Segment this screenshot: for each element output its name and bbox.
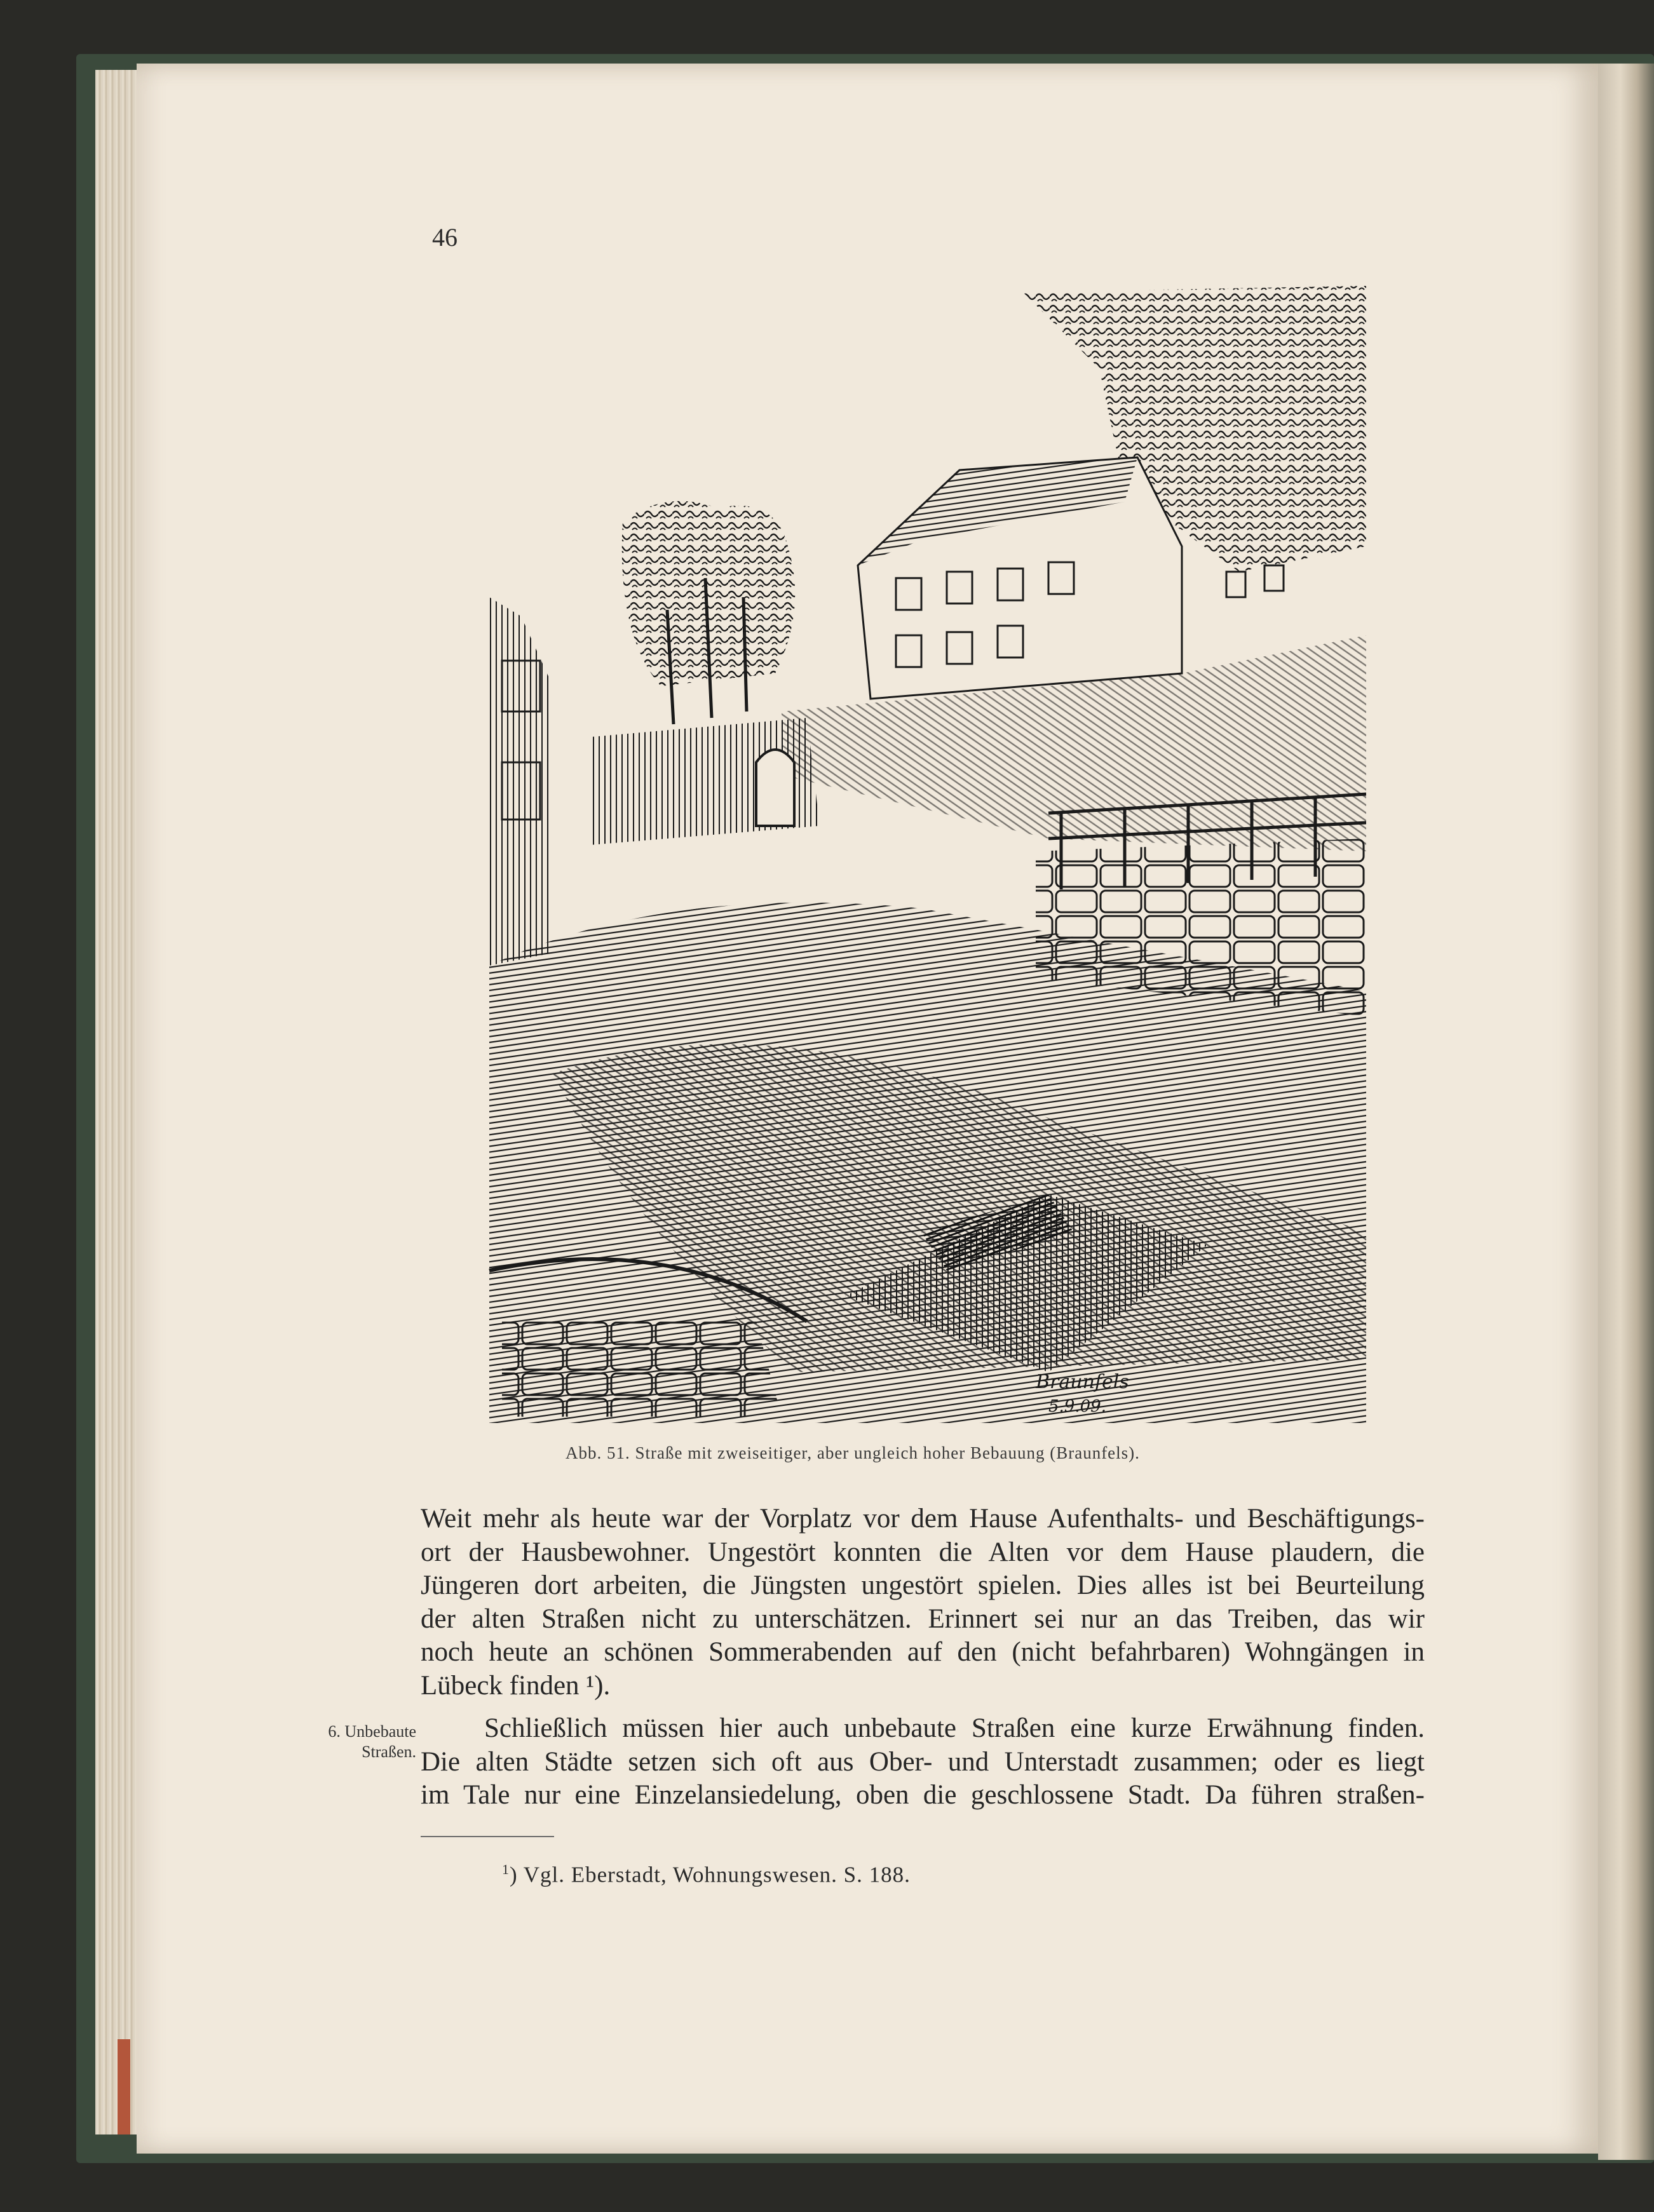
margin-note — [289, 1722, 416, 1762]
page-number: 46 — [432, 223, 458, 252]
text-line-content: Schließlich müssen hier auch unbebaute Straßen eine kurze Erwähnung finden. — [484, 1713, 1425, 1743]
book-right-edge — [1598, 64, 1654, 2160]
footnote-text: ) Vgl. Eberstadt, Wohnungswesen. S. 188. — [510, 1862, 911, 1887]
drawing-place-inscription: Braunfels — [1036, 1371, 1129, 1393]
pen-drawing — [477, 280, 1366, 1423]
text-line: noch heute an schönen Sommerabenden auf den (nicht befahrbaren) Wohngängen in — [421, 1637, 1425, 1667]
text-line: Jüngeren dort arbeiten, die Jüngsten ungestört spielen. Dies alles ist bei Beurteilung — [421, 1570, 1425, 1600]
paragraph-2 — [421, 1712, 1425, 1812]
text-line: im Tale nur eine Einzelansiedelung, oben die geschlossene Stadt. Da führen straßen- — [421, 1780, 1425, 1810]
text-line: Die alten Städte setzen sich oft aus Ober- und Unterstadt zusammen; oder es liegt — [421, 1746, 1425, 1777]
text-line: Weit mehr als heute war der Vorplatz vor dem Hause Aufenthalts- und Beschäftigungs- — [421, 1504, 1425, 1534]
street-illustration — [477, 280, 1366, 1423]
text-line: Lübeck finden ¹). — [421, 1670, 611, 1701]
margin-note-line: 6. Unbebaute — [328, 1722, 416, 1741]
footnote — [502, 1861, 911, 1888]
text-line: ort der Hausbewohner. Ungestört konnten die Alten vor dem Hause plaudern, die — [421, 1537, 1425, 1567]
text-line — [421, 1712, 1425, 1746]
footnote-rule — [421, 1836, 554, 1837]
drawing-date-inscription: 5.9.09. — [1048, 1397, 1106, 1416]
footnote-marker: 1 — [502, 1861, 510, 1877]
figure-caption: Abb. 51. Straße mit zweiseitiger, aber ungleich hoher Bebauung (Braunfels). — [566, 1443, 1140, 1462]
paragraph-1 — [421, 1502, 1425, 1703]
margin-note-line: Straßen. — [362, 1743, 416, 1761]
text-line: der alten Straßen nicht zu unterschätzen. Erinnert sei nur an das Treiben, das wir — [421, 1603, 1425, 1634]
